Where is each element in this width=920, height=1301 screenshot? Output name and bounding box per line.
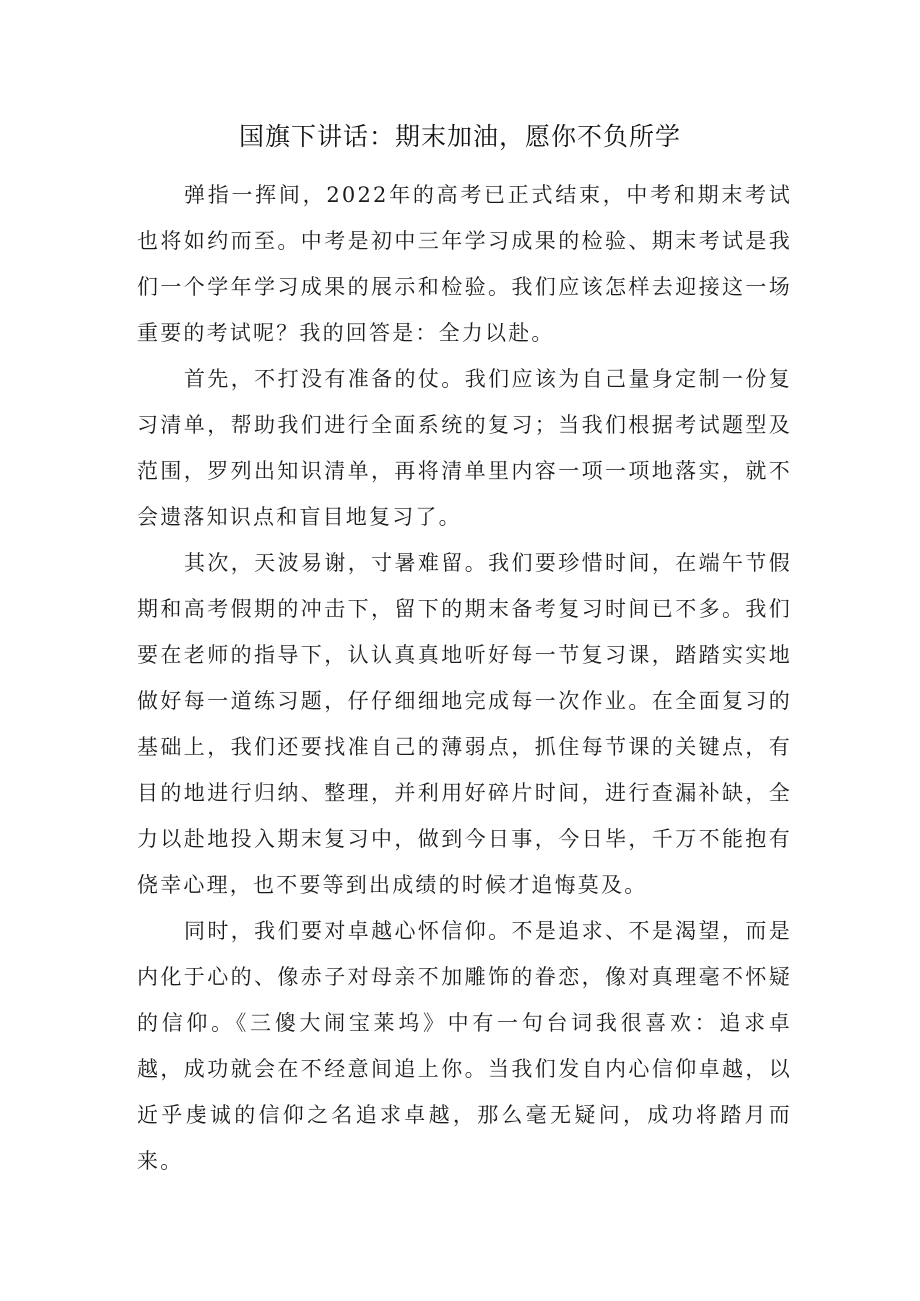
document-body bbox=[137, 172, 792, 1184]
paragraph: 弹指一挥间，2022年的高考已正式结束，中考和期末考试也将如约而至。中考是初中三年学习成果的检验、期末考试是我们一个学年学习成果的展示和检验。我们应该怎样去迎接这一场重要的考试呢？我的回答是：全力以赴。 bbox=[137, 183, 792, 345]
paragraph: 同时，我们要对卓越心怀信仰。不是追求、不是渴望，而是内化于心的、像赤子对母亲不加雕饰的眷恋，像对真理毫不怀疑的信仰。《三傻大闹宝莱坞》中有一句台词我很喜欢：追求卓越，成功就会在不经意间追上你。当我们发自内心信仰卓越，以近乎虔诚的信仰之名追求卓越，那么毫无疑问，成功将踏月而来。 bbox=[137, 919, 792, 1173]
paragraph: 首先，不打没有准备的仗。我们应该为自己量身定制一份复习清单，帮助我们进行全面系统的复习；当我们根据考试题型及范围，罗列出知识清单，再将清单里内容一项一项地落实，就不会遗落知识点和盲目地复习了。 bbox=[137, 367, 792, 529]
document-title: 国旗下讲话：期末加油，愿你不负所学 bbox=[238, 122, 681, 151]
paragraph: 其次，天波易谢，寸暑难留。我们要珍惜时间，在端午节假期和高考假期的冲击下，留下的期末备考复习时间已不多。我们要在老师的指导下，认认真真地听好每一节复习课，踏踏实实地做好每一道练习题，仔仔细细地完成每一次作业。在全面复习的基础上，我们还要找准自己的薄弱点，抓住每节课的关键点，有目的地进行归纳、整理，并利用好碎片时间，进行查漏补缺，全力以赴地投入期末复习中，做到今日事，今日毕，千万不能抱有侥幸心理，也不要等到出成绩的时候才追悔莫及。 bbox=[137, 551, 792, 897]
